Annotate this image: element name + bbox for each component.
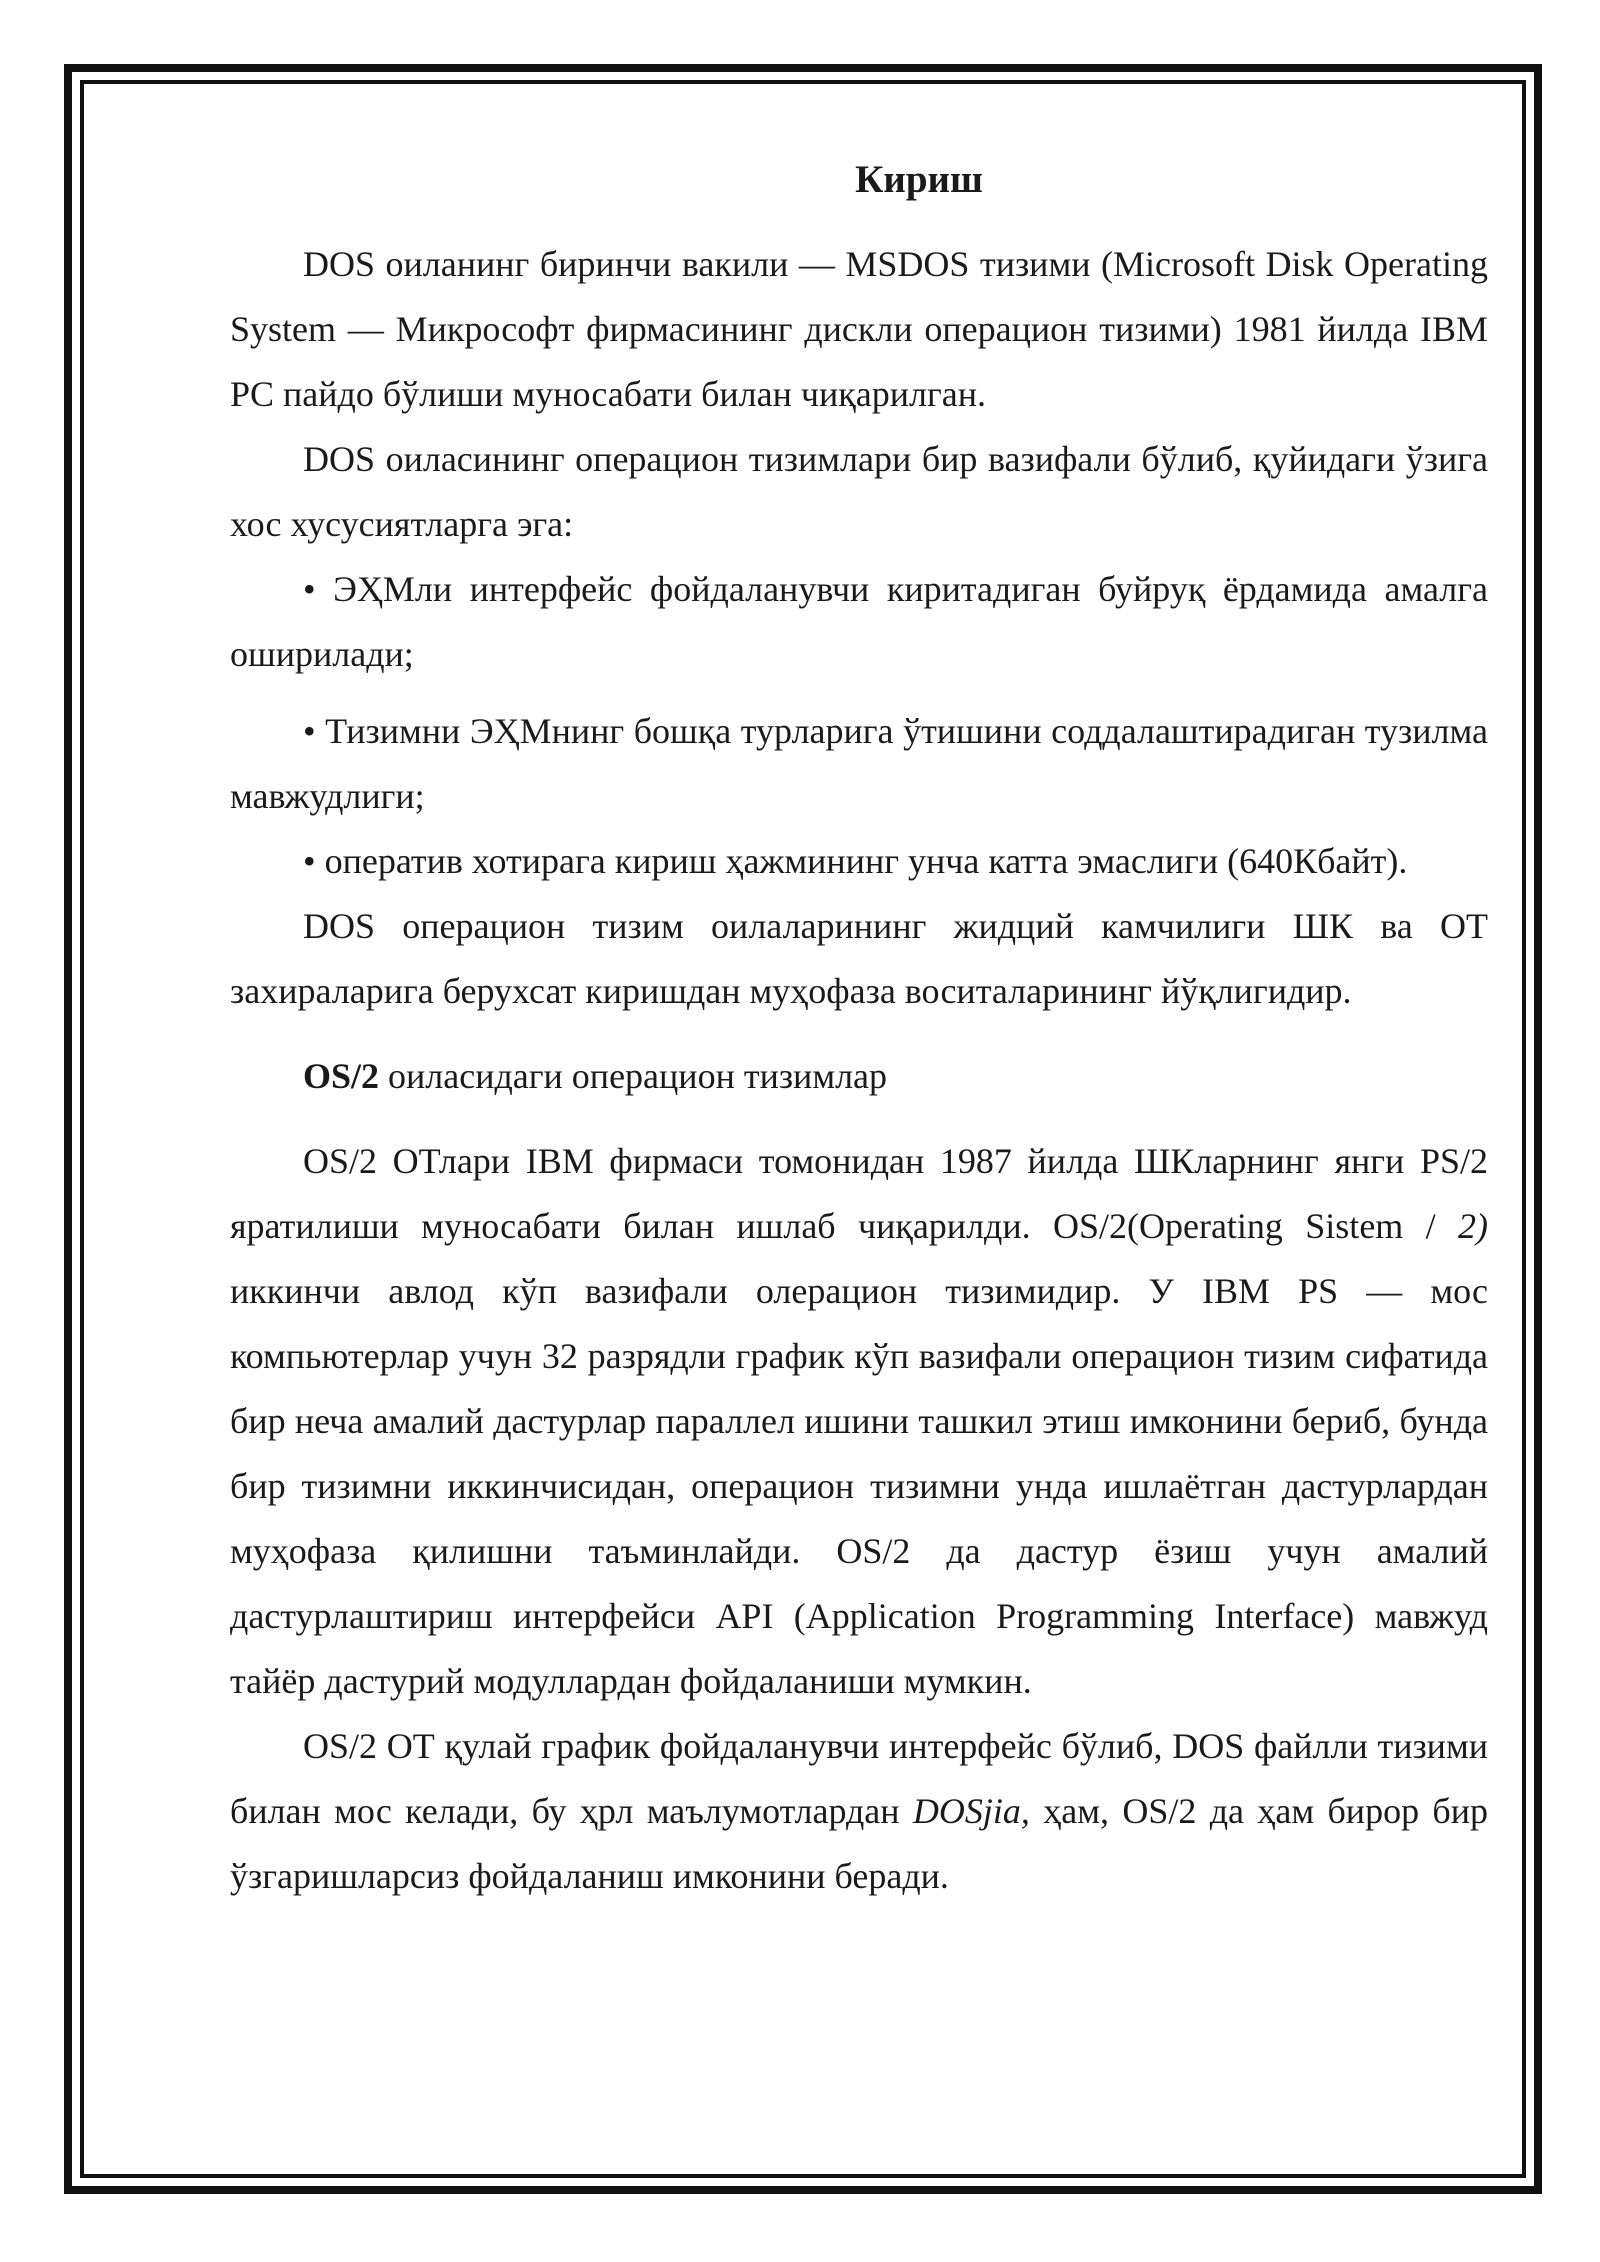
os2-compat-part2: ҳам, OS/2 да ҳам бирор бир ўзгаришларсиз фойдаланиш имконини беради. [230,1791,1488,1896]
page-title: Кириш [855,158,983,201]
bullet-memory: • оператив хотирага кириш ҳажмининг унча катта эмаслиги (640Кбайт). [303,841,1408,881]
subheading-os2: OS/2 [303,1056,380,1096]
document-body [230,140,1488,1909]
paragraph-dos-features: DOS оиласининг операцион тизимлари бир вазифали бўлиб, қуйидаги ўзига хос хусусиятларга эга: [230,439,1488,544]
os2-compat-italic: DOSjia, [912,1791,1030,1831]
paragraph-msdos-intro: DOS оиланинг биринчи вакили — MSDOS тизими (Microsoft Disk Operating System — Микрософт фирмасининг дискли операцион тизими) 1981 йилда IBM PC пайдо бўлиши муносабати билан чиқарилган. [230,244,1488,414]
os2-intro-part1: OS/2 ОТлари IBM фирмаси томонидан 1987 йилда ШКларнинг янги PS/2 яратилиши муносабати билан ишлаб чиқарилди. OS/2(Operating Sistem / [230,1141,1488,1246]
bullet-interface: • ЭҲМли интерфейс фойдаланувчи киритадиган буйруқ ёрдамида амалга оширилади; [230,569,1488,674]
paragraph-os2-intro [230,1129,1488,1714]
os2-intro-part2: иккинчи авлод кўп вазифали олерацион тизимидир. У IBM PS — мос компьютерлар учун 32 разрядли график кўп вазифали операцион тизим сифатида бир неча амалий дастурлар параллел ишини ташкил этиш имконини бериб, бунда бир тизимни иккинчисидан, операцион тизимни унда ишлаётган дастурлардан муҳофаза қилишни таъминлайди. OS/2 да дастур ёзиш учун амалий дастурлаштириш интерфейси API (Application Programming Interface) мавжуд тайёр дастурий модуллардан фойдаланиши мумкин. [230,1271,1488,1701]
os2-compat-part1: OS/2 ОТ қулай график фойдаланувчи интерфейс бўлиб, DOS файлли тизими билан мос келади, бу ҳрл маълумотлардан [230,1726,1488,1831]
paragraph-os2-compat [230,1714,1488,1909]
bullet-portability: • Тизимни ЭҲМнинг бошқа турларига ўтишини соддалаштирадиган тузилма мавжудлиги; [230,711,1488,816]
paragraph-dos-drawback: DOS операцион тизим оилаларининг жидций камчилиги ШК ва ОТ захираларига берухсат киришдан муҳофаза воситаларининг йўқлигидир. [230,906,1488,1011]
os2-intro-italic: 2) [1458,1206,1488,1246]
section-subheading [230,1044,1488,1109]
subheading-text: оиласидаги операцион тизимлар [379,1056,888,1096]
